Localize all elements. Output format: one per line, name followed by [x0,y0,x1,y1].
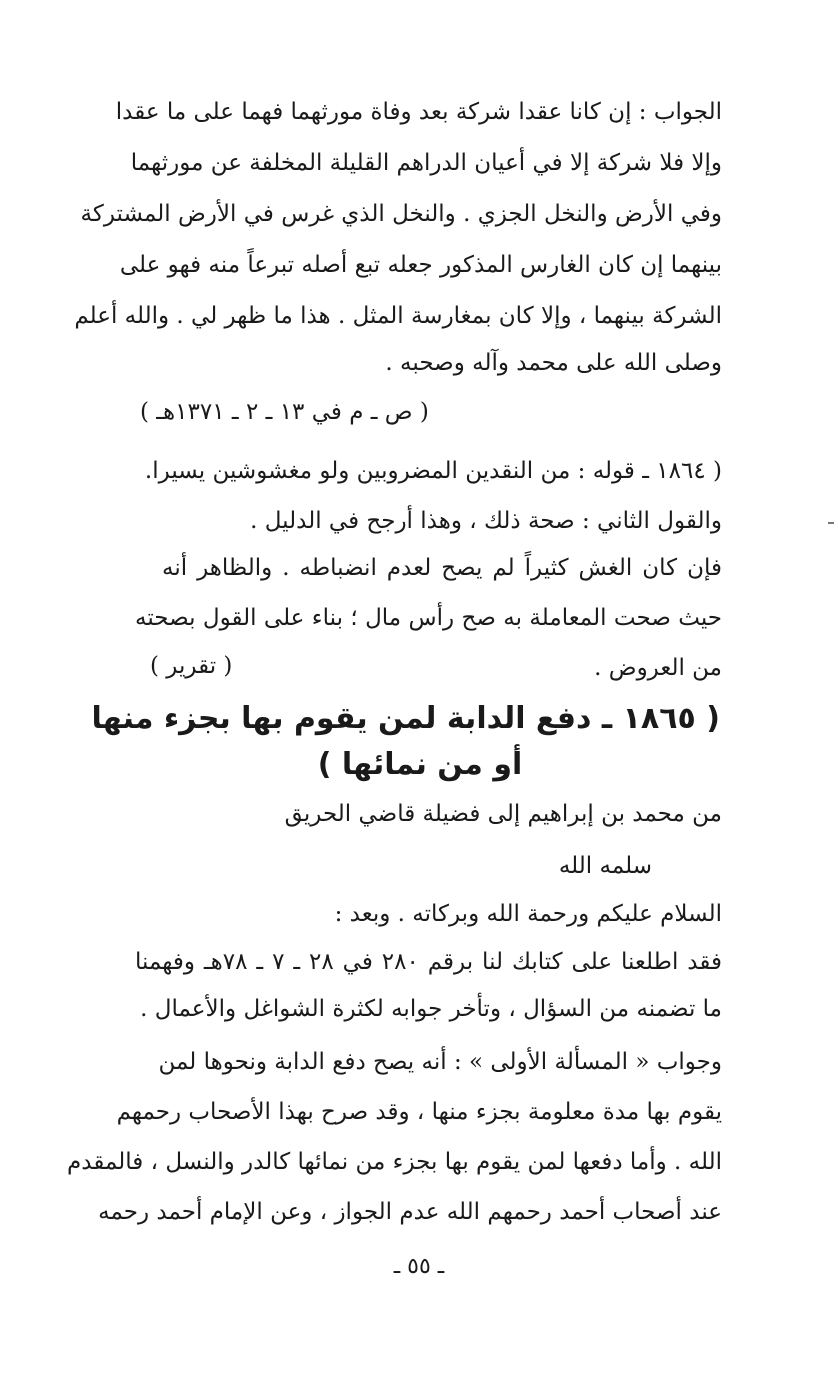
reference-note: ( ص ـ م في ١٣ ـ ٢ ـ ١٣٧١هـ ) [140,399,429,425]
item-1864-line-4: حيث صحت المعاملة به صح رأس مال ؛ بناء على القول بصحته [135,605,722,631]
item-1864-line-5: من العروض . [594,655,722,681]
answer-line-3: وفي الأرض والنخل الجزي . والنخل الذي غرس في الأرض المشتركة [80,201,722,227]
answer-line-6: وصلى الله على محمد وآله وصحبه . [385,350,722,376]
item-1864-line-2: والقول الثاني : صحة ذلك ، وهذا أرجح في الدليل . [250,508,722,534]
letter-body-line-4: يقوم بها مدة معلومة بجزء منها ، وقد صرح بهذا الأصحاب رحمهم [116,1099,722,1125]
letter-sender-line: من محمد بن إبراهيم إلى فضيلة قاضي الحريق [284,801,722,827]
source-note: ( تقرير ) [150,653,233,679]
page-number: ـ ٥٥ ـ [393,1254,445,1279]
item-1864-line-3: فإن كان الغش كثيراً لم يصح لعدم انضباطه . والظاهر أنه [162,555,722,581]
answer-line-5: الشركة بينهما ، وإلا كان بمغارسة المثل . هذا ما ظهر لي . والله أعلم [74,303,722,329]
letter-body-line-3: وجواب « المسألة الأولى » : أنه يصح دفع الدابة ونحوها لمن [158,1049,722,1075]
margin-mark [828,522,834,524]
item-1864-line-1: ( ١٨٦٤ ـ قوله : من النقدين المضروبين ولو مغشوشين يسيرا. [144,458,722,484]
letter-body-line-1: فقد اطلعنا على كتابك لنا برقم ٢٨٠ في ٢٨ ـ ٧ ـ ٧٨هـ وفهمنا [135,949,722,975]
answer-line-4: بينهما إن كان الغارس المذكور جعله تبع أصله تبرعاً منه فهو على [119,252,722,278]
answer-line-2: وإلا فلا شركة إلا في أعيان الدراهم القليلة المخلفة عن مورثهما [130,150,722,176]
letter-body-line-2: ما تضمنه من السؤال ، وتأخر جوابه لكثرة الشواغل والأعمال . [140,996,722,1022]
letter-body-line-5: الله . وأما دفعها لمن يقوم بها بجزء من نمائها كالدر والنسل ، فالمقدم [67,1149,722,1175]
letter-body-line-6: عند أصحاب أحمد رحمهم الله عدم الجواز ، وعن الإمام أحمد رحمه [98,1199,722,1225]
letter-blessing: سلمه الله [558,853,652,879]
letter-greeting: السلام عليكم ورحمة الله وبركاته . وبعد : [334,901,722,927]
section-heading-line-2: أو من نمائها ) [317,747,523,782]
answer-line-1: الجواب : إن كانا عقدا شركة بعد وفاة مورثهما فهما على ما عقدا [115,99,722,125]
section-heading-line-1: ( ١٨٦٥ ـ دفع الدابة لمن يقوم بها بجزء منها [91,701,720,736]
